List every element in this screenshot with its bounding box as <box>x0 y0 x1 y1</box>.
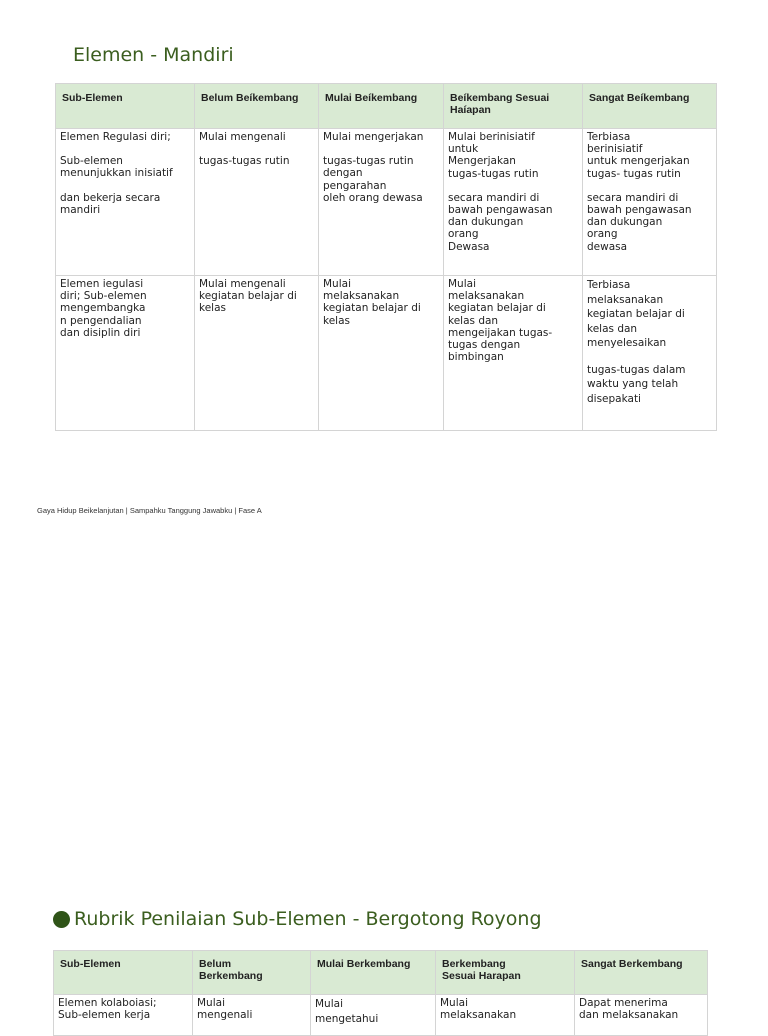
column-header: Belum Beíkembang <box>195 84 319 129</box>
table-cell-sesuai: Mulai melaksanakan kegiatan belajar di kelas dan mengeijakan tugas- tugas dengan bimbingan <box>444 276 583 431</box>
table-header-row <box>56 84 717 129</box>
rubric-table-mandiri <box>55 83 717 431</box>
table-cell-mulai: Mulai melaksanakan kegiatan belajar di kelas <box>319 276 444 431</box>
column-header: Sub-Elemen <box>56 84 195 129</box>
table-cell-sub-elemen: Elemen iegulasi diri; Sub-elemen mengembangka n pengendalian dan disiplin diri <box>56 276 195 431</box>
column-header: Sangat Berkembang <box>575 951 708 995</box>
table-row <box>56 276 717 431</box>
column-header: Beíkembang Sesuai Haíapan <box>444 84 583 129</box>
table-cell-sesuai: Mulai melaksanakan <box>436 995 575 1036</box>
section-title-text: Rubrik Penilaian Sub-Elemen - Bergotong Royong <box>74 908 542 930</box>
bullet-icon <box>53 911 70 928</box>
column-header: Berkembang Sesuai Harapan <box>436 951 575 995</box>
section-title-mandiri: Elemen - Mandiri <box>73 44 234 66</box>
table-cell-belum: Mulai mengenali <box>193 995 311 1036</box>
table-header-row <box>54 951 708 995</box>
column-header: Mulai Beíkembang <box>319 84 444 129</box>
table-cell-sesuai: Mulai berinisiatif untuk Mengerjakan tugas-tugas rutin secara mandiri di bawah pengawasan dan dukungan orang Dewasa <box>444 129 583 276</box>
column-header: Sub-Elemen <box>54 951 193 995</box>
column-header: Belum Berkembang <box>193 951 311 995</box>
rubric-table-bergotong-royong <box>53 950 708 1036</box>
column-header: Mulai Berkembang <box>311 951 436 995</box>
table-row <box>54 995 708 1036</box>
table-cell-mulai: Mulai mengetahui <box>311 995 436 1036</box>
table-cell-mulai: Mulai mengerjakan tugas-tugas rutin dengan pengarahan oleh orang dewasa <box>319 129 444 276</box>
column-header: Sangat Beíkembang <box>583 84 717 129</box>
table-cell-sangat: Dapat menerima dan melaksanakan <box>575 995 708 1036</box>
section-title-bergotong-royong <box>53 908 542 930</box>
table-row <box>56 129 717 276</box>
table-cell-sub-elemen: Elemen kolaboiasi; Sub-elemen kerja <box>54 995 193 1036</box>
table-cell-sub-elemen: Elemen Regulasi diri; Sub-elemen menunjukkan inisiatif dan bekerja secara mandiri <box>56 129 195 276</box>
table-cell-belum: Mulai mengenali kegiatan belajar di kelas <box>195 276 319 431</box>
table-cell-sangat: Terbiasa berinisiatif untuk mengerjakan tugas- tugas rutin secara mandiri di bawah pengawasan dan dukungan orang dewasa <box>583 129 717 276</box>
table-cell-sangat: Terbiasa melaksanakan kegiatan belajar di kelas dan menyelesaikan tugas-tugas dalam waktu yang telah disepakati <box>583 276 717 431</box>
page-footer: Gaya Hidup Beikelanjutan | Sampahku Tanggung Jawabku | Fase A <box>37 506 262 515</box>
table-cell-belum: Mulai mengenali tugas-tugas rutin <box>195 129 319 276</box>
